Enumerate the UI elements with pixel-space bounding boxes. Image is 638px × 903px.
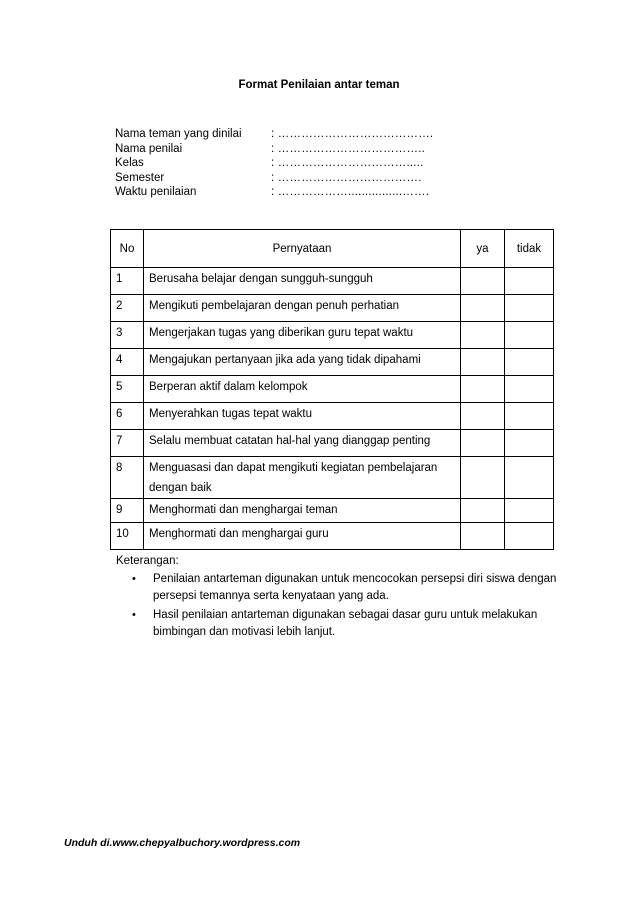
tidak-cell[interactable] (505, 322, 554, 349)
note-text: Hasil penilaian antarteman digunakan sebagai dasar guru untuk melakukan bimbingan dan motivasi lebih lanjut. (153, 609, 538, 638)
row-statement: Menghormati dan menghargai teman (144, 499, 461, 523)
row-number: 10 (111, 523, 144, 550)
row-number: 9 (111, 499, 144, 523)
tidak-cell[interactable] (505, 499, 554, 523)
ya-cell[interactable] (461, 376, 505, 403)
header-statement: Pernyataan (144, 230, 461, 268)
row-number: 4 (111, 349, 144, 376)
row-number: 3 (111, 322, 144, 349)
ya-cell[interactable] (461, 457, 505, 499)
row-statement: Mengajukan pertanyaan jika ada yang tidak dipahami (144, 349, 461, 376)
info-value: : ……………………………..... (271, 157, 424, 169)
info-row-nama-penilai (115, 142, 433, 157)
row-number: 8 (111, 457, 144, 499)
info-label: Semester (115, 171, 165, 184)
ya-cell[interactable] (461, 295, 505, 322)
table-row (111, 430, 554, 457)
footer-source: Unduh di.www.chepyalbuchory.wordpress.com (64, 837, 301, 849)
info-value: : ……………………………….. (271, 142, 425, 155)
row-number: 6 (111, 403, 144, 430)
table-row (111, 295, 554, 322)
note-text: Penilaian antarteman digunakan untuk mencocokan persepsi diri siswa dengan persepsi temannya serta kenyataan yang ada. (153, 573, 557, 602)
identity-fields (115, 127, 433, 200)
header-tidak: tidak (505, 230, 554, 268)
info-label: Nama teman yang dinilai (115, 128, 242, 140)
info-label: Waktu penilaian (115, 186, 197, 198)
table-row (111, 376, 554, 403)
info-label: Nama penilai (115, 142, 183, 155)
info-row-nama-teman (115, 127, 433, 142)
list-item (116, 571, 576, 605)
tidak-cell[interactable] (505, 457, 554, 499)
row-statement: Berperan aktif dalam kelompok (144, 376, 461, 403)
table-row (111, 403, 554, 430)
list-item (116, 607, 576, 641)
ya-cell[interactable] (461, 499, 505, 523)
row-statement: Mengerjakan tugas yang diberikan guru tepat waktu (144, 322, 461, 349)
tidak-cell[interactable] (505, 268, 554, 295)
row-statement: Mengikuti pembelajaran dengan penuh perhatian (144, 295, 461, 322)
ya-cell[interactable] (461, 523, 505, 550)
row-number: 1 (111, 268, 144, 295)
row-statement: Menghormati dan menghargai guru (144, 523, 461, 550)
info-value: : ………………................……. (271, 186, 430, 198)
notes-heading: Keterangan: (116, 555, 179, 567)
ya-cell[interactable] (461, 268, 505, 295)
tidak-cell[interactable] (505, 523, 554, 550)
tidak-cell[interactable] (505, 295, 554, 322)
row-statement: Berusaha belajar dengan sungguh-sungguh (144, 268, 461, 295)
info-label: Kelas (115, 157, 144, 169)
ya-cell[interactable] (461, 430, 505, 457)
bullet-icon: • (132, 609, 136, 621)
table-row (111, 268, 554, 295)
assessment-table (110, 229, 554, 550)
tidak-cell[interactable] (505, 376, 554, 403)
table-row (111, 457, 554, 499)
info-row-semester (115, 171, 433, 186)
ya-cell[interactable] (461, 322, 505, 349)
tidak-cell[interactable] (505, 403, 554, 430)
table-header-row (111, 230, 554, 268)
ya-cell[interactable] (461, 349, 505, 376)
ya-cell[interactable] (461, 403, 505, 430)
row-statement: Selalu membuat catatan hal-hal yang dianggap penting (144, 430, 461, 457)
table-row (111, 499, 554, 523)
header-no: No (111, 230, 144, 268)
info-value: : ………………………………. (271, 171, 422, 184)
notes-list (116, 571, 576, 641)
bullet-icon: • (132, 573, 136, 585)
table-row (111, 322, 554, 349)
header-ya: ya (461, 230, 505, 268)
row-number: 7 (111, 430, 144, 457)
info-row-waktu (115, 185, 433, 200)
page-title: Format Penilaian antar teman (238, 79, 400, 91)
tidak-cell[interactable] (505, 430, 554, 457)
tidak-cell[interactable] (505, 349, 554, 376)
row-number: 2 (111, 295, 144, 322)
notes-section (116, 554, 576, 643)
info-value: : …………………………………. (271, 128, 434, 140)
row-number: 5 (111, 376, 144, 403)
table-row (111, 349, 554, 376)
table-row (111, 523, 554, 550)
row-statement: Menyerahkan tugas tepat waktu (144, 403, 461, 430)
row-statement: Menguasasi dan dapat mengikuti kegiatan pembelajaran dengan baik (144, 457, 461, 499)
info-row-kelas (115, 156, 433, 171)
